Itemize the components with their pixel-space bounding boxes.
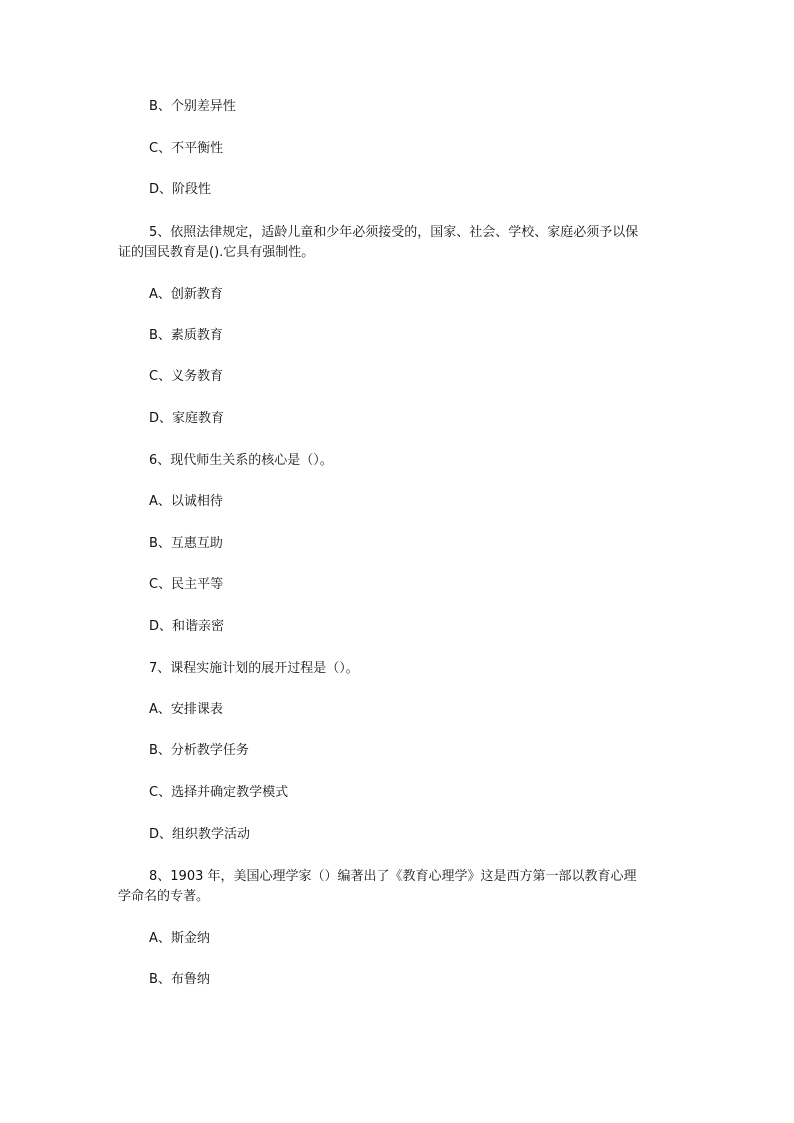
q8-option-b: B、布鲁纳 (149, 972, 210, 987)
q5-question-line2: 证的国民教育是().它具有强制性。 (118, 245, 315, 260)
q7-option-d: D、组织教学活动 (149, 827, 251, 842)
q7-option-b: B、分析教学任务 (149, 743, 249, 758)
q6-question: 6、现代师生关系的核心是（）。 (149, 453, 333, 468)
q8-question-line1: 8、1903 年，美国心理学家（）编著出了《教育心理学》这是西方第一部以教育心理 (149, 869, 637, 884)
q4-option-b: B、个别差异性 (149, 99, 236, 114)
q8-question-line2: 学命名的专著。 (118, 889, 210, 904)
q7-option-a: A、安排课表 (149, 702, 223, 717)
q5-question-line1: 5、依照法律规定，适龄儿童和少年必须接受的，国家、社会、学校、家庭必须予以保 (149, 225, 639, 240)
q6-option-d: D、和谐亲密 (149, 619, 225, 634)
q6-option-c: C、民主平等 (149, 577, 224, 592)
q5-option-b: B、素质教育 (149, 328, 223, 343)
q6-option-b: B、互惠互助 (149, 536, 223, 551)
q4-option-d: D、阶段性 (149, 182, 212, 197)
q5-option-d: D、家庭教育 (149, 411, 225, 426)
q6-option-a: A、以诚相待 (149, 494, 223, 509)
q7-question: 7、课程实施计划的展开过程是（）。 (149, 661, 359, 676)
q7-option-c: C、选择并确定教学模式 (149, 785, 289, 800)
q5-option-c: C、义务教育 (149, 369, 224, 384)
q5-option-a: A、创新教育 (149, 287, 223, 302)
q8-option-a: A、斯金纳 (149, 931, 210, 946)
q4-option-c: C、不平衡性 (149, 141, 224, 156)
